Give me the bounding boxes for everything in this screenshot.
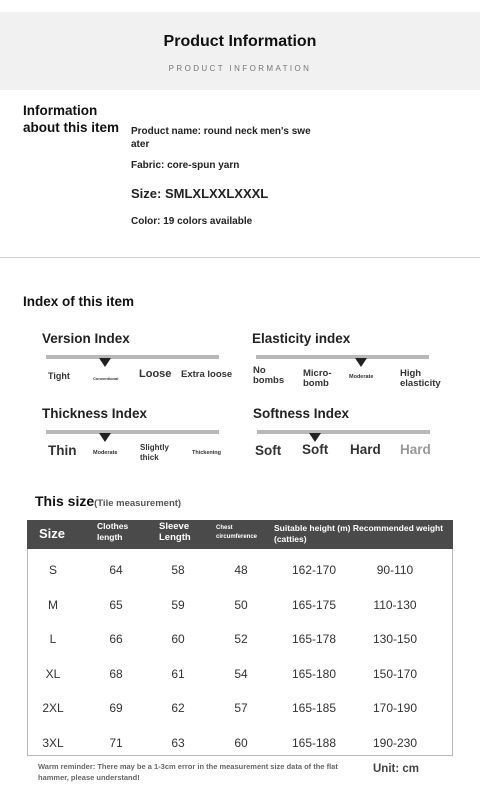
elasticity-option-no-bombs: No bombs — [253, 365, 285, 386]
cell-sleeve-length: 59 — [171, 598, 185, 612]
cell-weight: 90-110 — [376, 563, 414, 577]
cell-size: S — [48, 563, 57, 577]
softness-option-hard-2: Hard — [400, 442, 431, 457]
header-size: Size — [39, 526, 66, 541]
version-index-title: Version Index — [42, 331, 130, 346]
cell-sleeve-length: 61 — [171, 667, 185, 681]
cell-clothes-length: 66 — [109, 632, 123, 646]
softness-index-marker — [309, 433, 321, 442]
softness-index-title: Softness Index — [253, 406, 350, 421]
cell-chest: 60 — [234, 736, 248, 750]
thickness-option-thin: Thin — [48, 443, 77, 458]
elasticity-option-micro-bomb: Micro-bomb — [303, 368, 332, 389]
cell-height: 165-175 — [291, 598, 337, 612]
page-subtitle: PRODUCT INFORMATION — [168, 64, 312, 73]
cell-size: L — [49, 632, 57, 646]
header-chest-circumference: Chest circumference — [216, 525, 258, 540]
cell-weight: 190-230 — [372, 736, 418, 750]
cell-clothes-length: 69 — [109, 701, 123, 715]
header-clothes-length: Clothes length — [97, 521, 129, 542]
index-heading: Index of this item — [23, 294, 135, 309]
size-table-title — [35, 493, 181, 509]
cell-weight: 170-190 — [372, 701, 418, 715]
elasticity-index-bar — [256, 355, 429, 359]
elasticity-index-title: Elasticity index — [252, 331, 351, 346]
info-heading: Information about this item — [23, 103, 120, 135]
cell-weight: 110-130 — [373, 598, 417, 612]
cell-chest: 57 — [234, 701, 248, 715]
cell-clothes-length: 68 — [109, 667, 123, 681]
elasticity-index-marker — [355, 358, 367, 367]
cell-size: 3XL — [42, 736, 64, 750]
cell-chest: 50 — [234, 598, 248, 612]
cell-size: XL — [45, 667, 61, 681]
version-index-marker — [99, 358, 111, 367]
elasticity-option-high-elasticity: High elasticity — [400, 368, 441, 389]
unit-label: Unit: cm — [373, 763, 419, 775]
cell-sleeve-length: 60 — [171, 632, 185, 646]
cell-sleeve-length: 63 — [171, 736, 185, 750]
cell-clothes-length: 65 — [109, 598, 123, 612]
cell-sleeve-length: 58 — [171, 563, 185, 577]
softness-index-bar — [257, 430, 430, 434]
sizes: Size: SMLXLXXLXXXL — [131, 186, 269, 201]
thickness-option-moderate: Moderate — [93, 450, 118, 456]
thickness-index-marker — [99, 433, 111, 442]
softness-option-soft: Soft — [255, 443, 282, 458]
version-option-extra-loose: Extra loose — [181, 369, 233, 380]
size-table-title-text: This size — [35, 493, 95, 509]
cell-height: 165-185 — [291, 701, 337, 715]
cell-weight: 150-170 — [372, 667, 418, 681]
version-option-loose: Loose — [139, 368, 172, 380]
fabric: Fabric: core-spun yarn — [131, 160, 240, 171]
cell-chest: 54 — [234, 667, 248, 681]
size-table-note: (Tile measurement) — [94, 498, 182, 509]
cell-height: 165-178 — [291, 632, 337, 646]
cell-clothes-length: 71 — [109, 736, 123, 750]
warm-reminder: Warm reminder: There may be a 1-3cm error in the measurement size data of the flat hammer, please understand! — [38, 762, 338, 782]
header-band — [0, 12, 480, 90]
page-title: Product Information — [163, 33, 317, 50]
thickness-option-thickening: Thickening — [192, 450, 222, 456]
section-divider — [0, 257, 480, 258]
cell-sleeve-length: 62 — [171, 701, 185, 715]
product-name: Product name: round neck men's sweater — [131, 126, 311, 150]
cell-weight: 130-150 — [372, 632, 418, 646]
softness-option-hard: Hard — [350, 442, 381, 457]
colors: Color: 19 colors available — [131, 216, 253, 227]
cell-height: 165-188 — [291, 736, 337, 750]
cell-clothes-length: 64 — [109, 563, 123, 577]
thickness-index-title: Thickness Index — [42, 406, 148, 421]
cell-chest: 52 — [234, 632, 248, 646]
softness-option-soft-2: Soft — [302, 442, 329, 457]
cell-chest: 48 — [234, 563, 248, 577]
thickness-option-slightly-thick: Slightly thick — [140, 443, 169, 462]
cell-size: 2XL — [42, 701, 64, 715]
thickness-index-bar — [46, 430, 219, 434]
version-index-bar — [46, 355, 219, 359]
header-sleeve-length: Sleeve Length — [159, 521, 191, 543]
version-option-tight: Tight — [48, 371, 70, 381]
cell-height: 165-180 — [291, 667, 337, 681]
cell-height: 162-170 — [291, 563, 337, 577]
header-height-weight: Suitable height (m) Recommended weight (catties) — [274, 523, 444, 544]
cell-size: M — [48, 598, 58, 612]
elasticity-option-moderate: Moderate — [349, 374, 374, 380]
version-option-conventional: Conventional — [93, 376, 119, 381]
